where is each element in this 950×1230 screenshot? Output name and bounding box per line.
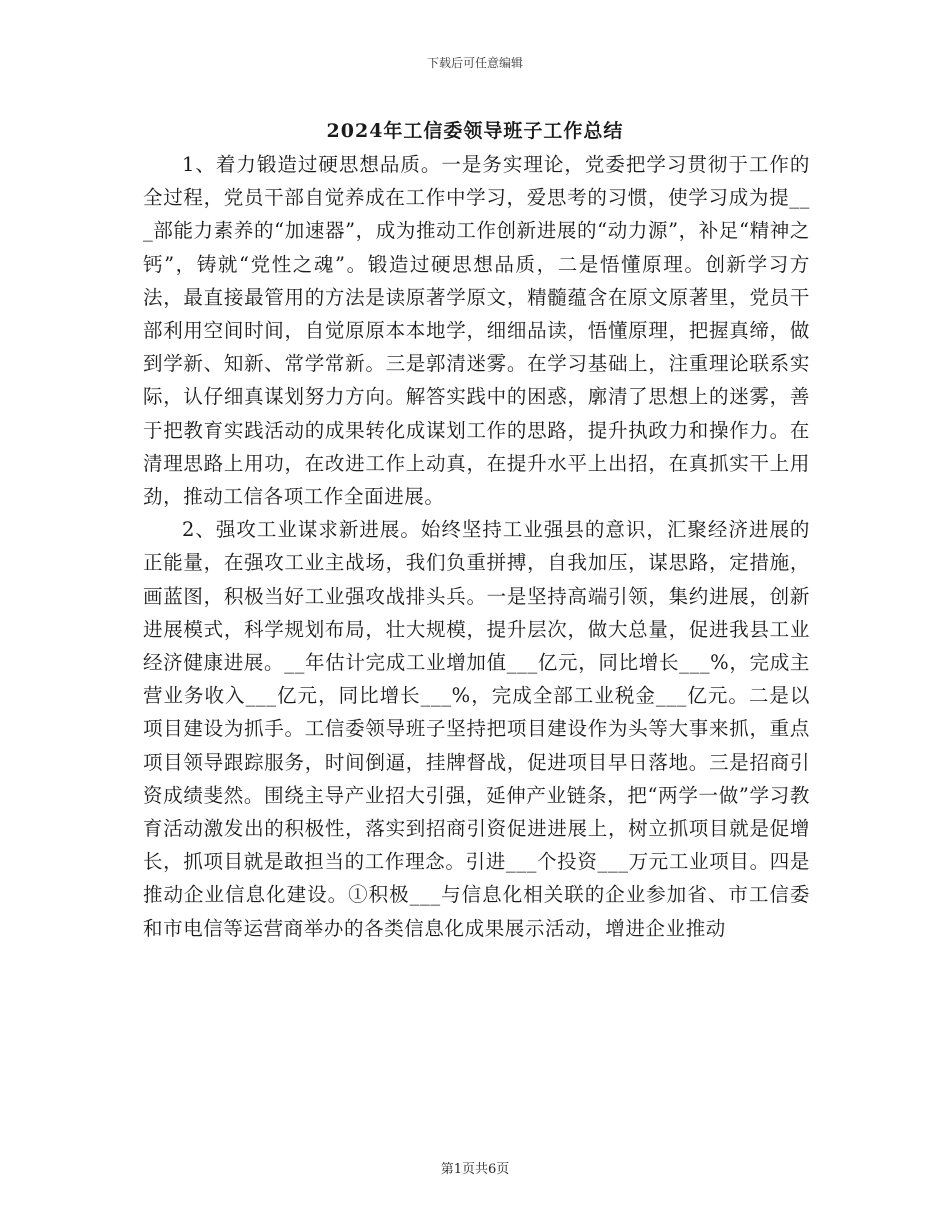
page-footer: 第1页共6页 [440, 1162, 510, 1177]
paragraph-1: 1、着力锻造过硬思想品质。一是务实理论，党委把学习贯彻于工作的全过程，党员干部自觉养成在工作中学习，爱思考的习惯，使学习成为提___部能力素养的“加速器”，成为推动工作创新进展的“动力源”，补足“精神之钙”，铸就“党性之魂”。锻造过硬思想品质，二是悟懂原理。创新学习方法，最直接最管用的方法是读原著学原文，精髓蕴含在原文原著里，党员干部利用空间时间，自觉原原本本地学，细细品读，悟懂原理，把握真缔，做到学新、知新、常学常新。三是郭清迷雾。在学习基础上，注重理论联系实际，认仔细真谋划努力方向。解答实践中的困惑，廓清了思想上的迷雾，善于把教育实践活动的成果转化成谋划工作的思路，提升执政力和操作力。在清理思路上用功，在改进工作上动真，在提升水平上出招，在真抓实干上用劲，推动工信各项工作全面进展。 [143, 153, 810, 509]
document-title: 2024年工信委领导班子工作总结 [326, 120, 624, 142]
document-body [143, 148, 810, 945]
paragraph-2: 2、强攻工业谋求新进展。始终坚持工业强县的意识，汇聚经济进展的正能量，在强攻工业主战场，我们负重拼搏，自我加压，谋思路，定措施，画蓝图，积极当好工业强攻战排头兵。一是坚持高端引领，集约进展，创新进展模式，科学规划布局，壮大规模，提升层次，做大总量，促进我县工业经济健康进展。__年估计完成工业增加值___亿元，同比增长___%，完成主营业务收入___亿元，同比增长___%，完成全部工业税金___亿元。二是以项目建设为抓手。工信委领导班子坚持把项目建设作为头等大事来抓，重点项目领导跟踪服务，时间倒逼，挂牌督战，促进项目早日落地。三是招商引资成绩斐然。围绕主导产业招大引强，延伸产业链条，把“两学一做”学习教育活动激发出的积极性，落实到招商引资促进进展上，树立抓项目就是促增长，抓项目就是敢担当的工作理念。引进___个投资___万元工业项目。四是推动企业信息化建设。①积极___与信息化相关联的企业参加省、市工信委和市电信等运营商举办的各类信息化成果展示活动，增进企业推动 [143, 518, 810, 940]
header-note: 下载后可任意编辑 [426, 56, 523, 70]
